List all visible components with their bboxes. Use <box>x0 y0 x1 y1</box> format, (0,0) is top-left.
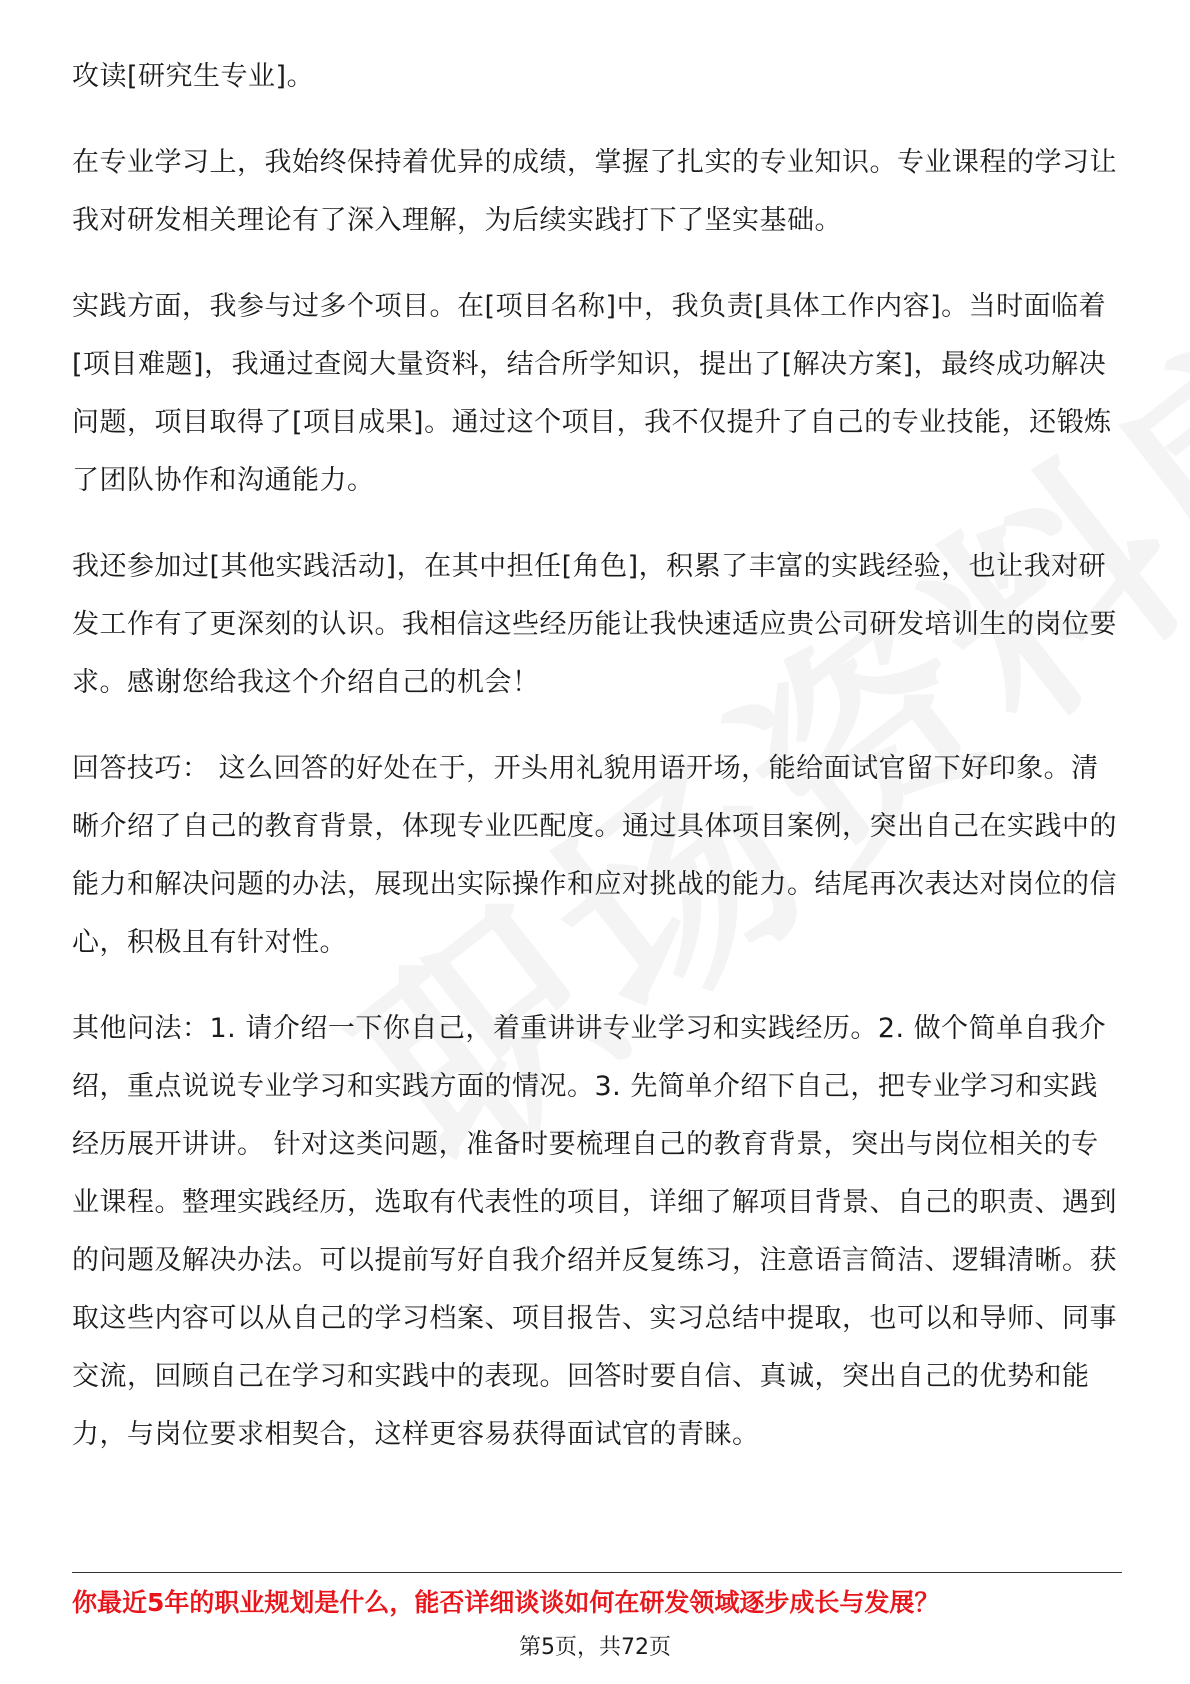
paragraph: 实践方面，我参与过多个项目。在[项目名称]中，我负责[具体工作内容]。当时面临着[项目难题]，我通过查阅大量资料，结合所学知识，提出了[解决方案]，最终成功解决问题，项目取得了[项目成果]。通过这个项目，我不仅提升了自己的专业技能，还锻炼了团队协作和沟通能力。 <box>72 291 1112 496</box>
other-questions-paragraph: 其他问法：1. 请介绍一下你自己，着重讲讲专业学习和实践经历。2. 做个简单自我介绍，重点说说专业学习和实践方面的情况。3. 先简单介绍下自己，把专业学习和实践经历展开讲讲。 针对这类问题，准备时要梳理自己的教育背景，突出与岗位相关的专业课程。整理实践经历，选取有代表性的项目，详细了解项目背景、自己的职责、遇到的问题及解决办法。可以提前写好自我介绍并反复练习，注意语言简洁、逻辑清晰。获取这些内容可以从自己的学习档案、项目报告、实习总结中提取，也可以和导师、同事交流，回顾自己在学习和实践中的表现。回答时要自信、真诚，突出自己的优势和能力，与岗位要求相契合，这样更容易获得面试官的青睐。 <box>72 1013 1117 1450</box>
document-body <box>72 48 1122 1492</box>
paragraph: 在专业学习上，我始终保持着优异的成绩，掌握了扎实的专业知识。专业课程的学习让我对研发相关理论有了深入理解，为后续实践打下了坚实基础。 <box>72 147 1117 236</box>
page-number: 第5页，共72页 <box>519 1635 671 1660</box>
paragraph: 我还参加过[其他实践活动]，在其中担任[角色]，积累了丰富的实践经验，也让我对研发工作有了更深刻的认识。我相信这些经历能让我快速适应贵公司研发培训生的岗位要求。感谢您给我这个介绍自己的机会！ <box>72 551 1117 698</box>
divider <box>72 1572 1122 1573</box>
answer-tips-paragraph: 回答技巧： 这么回答的好处在于，开头用礼貌用语开场，能给面试官留下好印象。清晰介绍了自己的教育背景，体现专业匹配度。通过具体项目案例，突出自己在实践中的能力和解决问题的办法，展现出实际操作和应对挑战的能力。结尾再次表达对岗位的信心，积极且有针对性。 <box>72 753 1117 958</box>
paragraph: 攻读[研究生专业]。 <box>72 61 315 92</box>
next-question-heading: 你最近5年的职业规划是什么，能否详细谈谈如何在研发领域逐步成长与发展？ <box>72 1588 940 1617</box>
